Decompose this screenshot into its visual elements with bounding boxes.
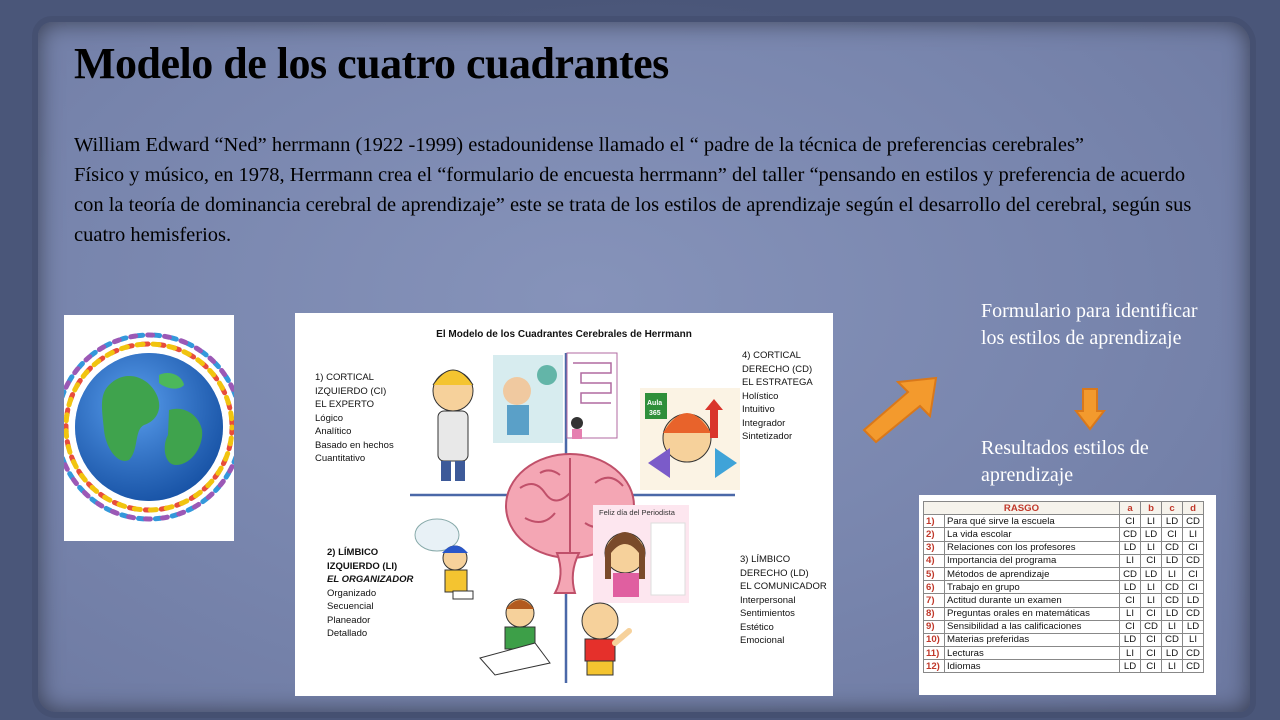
periodista-sign: Feliz día del Periodista <box>599 508 675 517</box>
row-trait: Importancia del programa <box>945 554 1120 567</box>
row-value: CD <box>1162 581 1183 594</box>
table-row <box>924 607 1204 620</box>
expert-character-icon <box>433 370 473 481</box>
diagonal-arrow-icon <box>858 372 942 444</box>
table-header-b: b <box>1141 502 1162 515</box>
row-value: CD <box>1162 633 1183 646</box>
row-value: LD <box>1162 515 1183 528</box>
row-value: LD <box>1120 633 1141 646</box>
table-row <box>924 515 1204 528</box>
form-label: Formulario para identificar los estilos de aprendizaje <box>981 300 1198 349</box>
row-value: CD <box>1183 554 1204 567</box>
maze-icon <box>567 353 617 439</box>
row-value: LD <box>1120 541 1141 554</box>
globe-children-image <box>64 315 234 541</box>
student-drawing-icon <box>480 599 550 675</box>
table-header-d: d <box>1183 502 1204 515</box>
row-value: CI <box>1120 620 1141 633</box>
row-value: CI <box>1141 660 1162 673</box>
row-trait: Idiomas <box>945 660 1120 673</box>
row-value: CD <box>1120 567 1141 580</box>
quadrant-4-text: 4) CORTICAL DERECHO (CD) EL ESTRATEGA Holístico Intuitivo Integrador Sintetizador <box>742 350 813 442</box>
results-label: Resultados estilos de aprendizaje <box>981 437 1149 486</box>
table-row <box>924 620 1204 633</box>
quadrant-1-text: 1) CORTICAL IZQUIERDO (CI) EL EXPERTO Lógico Analítico Basado en hechos Cuantitativo <box>315 372 394 464</box>
row-trait: Sensibilidad a las calificaciones <box>945 620 1120 633</box>
row-value: LI <box>1183 528 1204 541</box>
row-value: CI <box>1162 528 1183 541</box>
row-value: CD <box>1183 607 1204 620</box>
row-value: CI <box>1141 633 1162 646</box>
row-number: 7) <box>924 594 945 607</box>
row-value: LI <box>1120 554 1141 567</box>
row-trait: Lecturas <box>945 647 1120 660</box>
row-number: 6) <box>924 581 945 594</box>
row-value: LI <box>1162 567 1183 580</box>
row-number: 11) <box>924 647 945 660</box>
results-table <box>923 501 1204 673</box>
slide-body <box>74 130 1214 250</box>
row-value: LI <box>1183 633 1204 646</box>
table-header-a: a <box>1120 502 1141 515</box>
row-value: LD <box>1183 594 1204 607</box>
row-value: LD <box>1141 528 1162 541</box>
table-row <box>924 567 1204 580</box>
row-value: CD <box>1141 620 1162 633</box>
row-number: 8) <box>924 607 945 620</box>
row-value: CD <box>1183 515 1204 528</box>
row-trait: La vida escolar <box>945 528 1120 541</box>
table-row <box>924 554 1204 567</box>
row-number: 10) <box>924 633 945 646</box>
row-trait: Preguntas orales en matemáticas <box>945 607 1120 620</box>
row-value: LI <box>1162 620 1183 633</box>
row-value: CI <box>1120 515 1141 528</box>
row-value: LI <box>1120 647 1141 660</box>
row-value: LD <box>1162 607 1183 620</box>
row-number: 5) <box>924 567 945 580</box>
row-number: 2) <box>924 528 945 541</box>
globe-icon <box>64 315 234 541</box>
row-value: LD <box>1162 554 1183 567</box>
row-trait: Métodos de aprendizaje <box>945 567 1120 580</box>
quadrants-title: El Modelo de los Cuadrantes Cerebrales de Herrmann <box>436 329 692 340</box>
table-header-row <box>924 502 1204 515</box>
row-value: CI <box>1183 567 1204 580</box>
row-value: CI <box>1141 607 1162 620</box>
paragraph-1: William Edward “Ned” herrmann (1922 -1999) estadounidense llamado el “ padre de la técnica de preferencias cerebrales” <box>74 134 1085 156</box>
herrmann-quadrants-image <box>295 313 833 696</box>
row-value: LI <box>1141 515 1162 528</box>
row-value: CI <box>1141 554 1162 567</box>
svg-text:365: 365 <box>649 410 661 417</box>
row-value: LI <box>1162 660 1183 673</box>
table-row <box>924 647 1204 660</box>
results-table-image <box>919 495 1216 695</box>
table-row <box>924 541 1204 554</box>
row-trait: Actitud durante un examen <box>945 594 1120 607</box>
down-arrow-icon <box>1074 387 1106 431</box>
row-value: LI <box>1141 594 1162 607</box>
row-trait: Relaciones con los profesores <box>945 541 1120 554</box>
row-value: CD <box>1162 541 1183 554</box>
row-value: LD <box>1162 647 1183 660</box>
row-trait: Para qué sirve la escuela <box>945 515 1120 528</box>
row-value: CD <box>1183 647 1204 660</box>
row-value: CD <box>1183 660 1204 673</box>
row-value: LD <box>1120 660 1141 673</box>
row-value: CI <box>1183 541 1204 554</box>
row-trait: Trabajo en grupo <box>945 581 1120 594</box>
table-row <box>924 528 1204 541</box>
row-value: LI <box>1141 541 1162 554</box>
organizer-character-icon <box>415 519 473 599</box>
table-row <box>924 581 1204 594</box>
row-number: 12) <box>924 660 945 673</box>
table-header-c: c <box>1162 502 1183 515</box>
row-value: LI <box>1120 607 1141 620</box>
row-value: CI <box>1141 647 1162 660</box>
row-value: LD <box>1183 620 1204 633</box>
row-value: LI <box>1141 581 1162 594</box>
svg-text:Aula: Aula <box>647 400 663 407</box>
row-trait: Materias preferidas <box>945 633 1120 646</box>
row-value: CI <box>1183 581 1204 594</box>
quadrant-2-text: 2) LÍMBICO IZQUIERDO (LI) EL ORGANIZADOR Organizado Secuencial Planeador Detallado <box>327 547 414 639</box>
row-number: 3) <box>924 541 945 554</box>
slide-title: Modelo de los cuatro cuadrantes <box>74 39 669 88</box>
row-value: CD <box>1162 594 1183 607</box>
communicator-character-icon <box>582 603 629 675</box>
row-number: 4) <box>924 554 945 567</box>
row-value: CI <box>1120 594 1141 607</box>
row-value: LD <box>1120 581 1141 594</box>
row-value: LD <box>1141 567 1162 580</box>
table-header-rasgo: RASGO <box>924 502 1120 515</box>
table-row <box>924 633 1204 646</box>
paragraph-2: Físico y músico, en 1978, Herrmann crea el “formulario de encuesta herrmann” del taller “pensando en estilos y preferencia de acuerdo con la teoría de dominancia cerebral de aprendizaje” este se trata de los estilos de aprendizaje según el desarrollo del cerebral, según sus cuatro hemisferios. <box>74 164 1192 246</box>
row-number: 9) <box>924 620 945 633</box>
row-value: CD <box>1120 528 1141 541</box>
row-number: 1) <box>924 515 945 528</box>
table-row <box>924 594 1204 607</box>
table-row <box>924 660 1204 673</box>
quadrant-3-text: 3) LÍMBICO DERECHO (LD) EL COMUNICADOR Interpersonal Sentimientos Estético Emocional <box>740 554 827 646</box>
